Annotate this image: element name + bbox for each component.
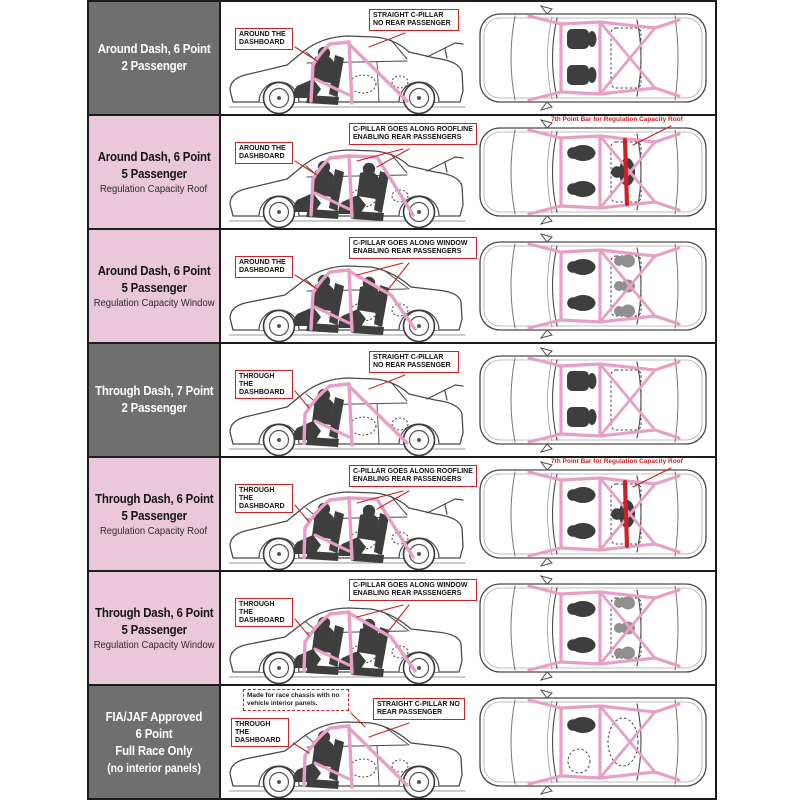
top-view-illustration	[473, 117, 713, 227]
config-title-line1: Around Dash, 6 Point	[97, 41, 211, 57]
top-view-car-svg	[473, 459, 713, 569]
illustration-cell	[221, 230, 715, 342]
illustration-cell	[221, 344, 715, 456]
config-title-line2: 5 Passenger	[121, 279, 187, 295]
config-row	[89, 2, 715, 116]
config-row	[89, 572, 715, 686]
config-subtitle: Regulation Capacity Window	[93, 639, 215, 652]
top-view-illustration	[473, 231, 713, 341]
config-subtitle: Regulation Capacity Window	[93, 297, 215, 310]
config-table	[87, 0, 717, 800]
config-label-cell	[89, 458, 221, 570]
dashboard-callout: AROUND THE DASHBOARD	[235, 28, 293, 50]
illustration-cell	[221, 116, 715, 228]
c-pillar-callout: C-PILLAR GOES ALONG ROOFLINE ENABLING REAR PASSENGERS	[349, 123, 477, 145]
seventh-point-note: 7th Point Bar for Regulation Capacity Roof	[551, 458, 683, 465]
dashboard-callout: THROUGH THE DASHBOARD	[235, 484, 293, 513]
config-row	[89, 230, 715, 344]
top-view-illustration	[473, 573, 713, 683]
top-view-illustration	[473, 459, 713, 569]
config-title-line1: Around Dash, 6 Point	[97, 148, 211, 164]
illustration-cell	[221, 458, 715, 570]
illustration-cell	[221, 572, 715, 684]
c-pillar-callout: C-PILLAR GOES ALONG WINDOW ENABLING REAR PASSENGERS	[349, 237, 477, 259]
config-label-cell	[89, 344, 221, 456]
config-title-line1: Through Dash, 7 Point	[94, 383, 214, 399]
c-pillar-callout: STRAIGHT C-PILLAR NO REAR PASSENGER	[373, 698, 465, 720]
config-title-line2: 2 Passenger	[121, 400, 187, 415]
config-title-line1: Through Dash, 6 Point	[94, 604, 214, 620]
config-subtitle: Regulation Capacity Roof	[100, 183, 208, 196]
top-view-car-svg	[473, 3, 713, 113]
illustration-cell	[221, 686, 715, 798]
c-pillar-callout: STRAIGHT C-PILLAR NO REAR PASSENGER	[369, 351, 459, 373]
c-pillar-callout: C-PILLAR GOES ALONG WINDOW ENABLING REAR PASSENGERS	[349, 579, 477, 601]
config-label-cell	[89, 686, 221, 798]
top-view-illustration	[473, 3, 713, 113]
dashboard-callout: AROUND THE DASHBOARD	[235, 142, 293, 164]
config-title-line1: Through Dash, 6 Point	[94, 490, 214, 506]
dashboard-callout: AROUND THE DASHBOARD	[235, 256, 293, 278]
config-title-line1: FIA/JAF Approved	[105, 709, 203, 725]
config-row	[89, 458, 715, 572]
config-label-cell	[89, 116, 221, 228]
config-title-line3: Full Race Only	[115, 742, 193, 758]
config-title-line2: 6 Point	[135, 726, 173, 742]
top-view-car-svg	[473, 687, 713, 797]
top-view-illustration	[473, 687, 713, 797]
config-label-cell	[89, 2, 221, 114]
race-chassis-note: Made for race chassis with no vehicle interior panels.	[243, 689, 349, 711]
config-row	[89, 686, 715, 798]
seventh-point-note: 7th Point Bar for Regulation Capacity Roof	[551, 116, 683, 123]
dashboard-callout: THROUGH THE DASHBOARD	[231, 718, 289, 747]
config-label-cell	[89, 230, 221, 342]
c-pillar-callout: C-PILLAR GOES ALONG ROOFLINE ENABLING REAR PASSENGERS	[349, 465, 477, 487]
config-label-cell	[89, 572, 221, 684]
top-view-car-svg	[473, 117, 713, 227]
config-title-line2: 5 Passenger	[121, 621, 187, 637]
config-title-line2: 5 Passenger	[121, 507, 187, 523]
config-title-line2: 5 Passenger	[121, 165, 187, 181]
config-title-line2: 2 Passenger	[121, 58, 187, 73]
config-row	[89, 116, 715, 230]
illustration-cell	[221, 2, 715, 114]
config-row	[89, 344, 715, 458]
top-view-car-svg	[473, 231, 713, 341]
config-subtitle: Regulation Capacity Roof	[100, 525, 208, 538]
top-view-car-svg	[473, 573, 713, 683]
top-view-car-svg	[473, 345, 713, 455]
top-view-illustration	[473, 345, 713, 455]
dashboard-callout: THROUGH THE DASHBOARD	[235, 370, 293, 399]
config-title-line1: Around Dash, 6 Point	[97, 262, 211, 278]
c-pillar-callout: STRAIGHT C-PILLAR NO REAR PASSENGER	[369, 9, 459, 31]
dashboard-callout: THROUGH THE DASHBOARD	[235, 598, 293, 627]
config-note: (no interior panels)	[107, 762, 201, 775]
